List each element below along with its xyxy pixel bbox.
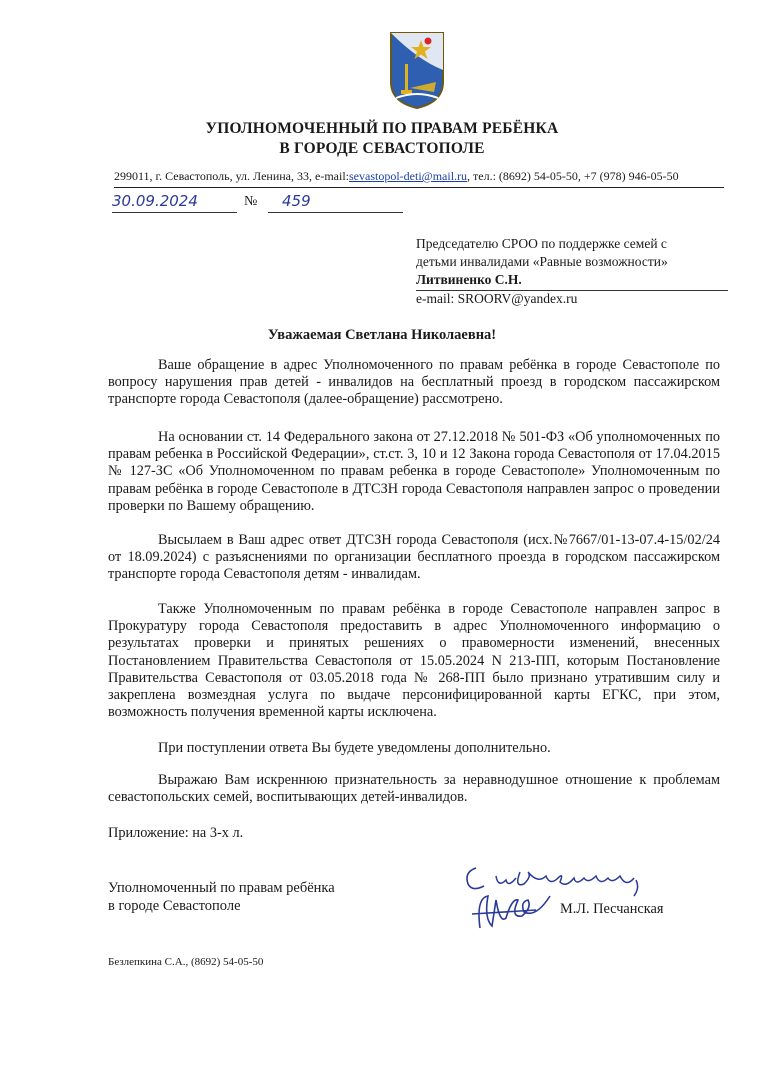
handwritten-date: 30.09.2024: [112, 192, 237, 213]
registration-number: 459: [282, 192, 311, 210]
address-line: [114, 169, 724, 188]
number-sign: №: [244, 194, 258, 209]
address-suffix: , тел.: (8692) 54-05-50, +7 (978) 946-05-50: [467, 169, 679, 183]
recipient-block: [416, 235, 721, 289]
body-paragraph-5: При поступлении ответа Вы будете уведомлены дополнительно.: [158, 740, 551, 756]
executor-contact: Безлепкина С.А., (8692) 54-05-50: [108, 956, 264, 968]
email-link[interactable]: sevastopol-deti@mail.ru: [349, 169, 468, 183]
attachment-note: Приложение: на 3-х л.: [108, 825, 244, 841]
body-paragraph-2: На основании ст. 14 Федерального закона от 27.12.2018 № 501-ФЗ «Об уполномоченных по правам ребенка в Российской Федерации», ст.ст. 3, 10 и 12 Закона города Севастополя от 17.04.2015 № 127-ЗС «Об Уполномоченном по правам ребенка в городе Севастополе» Уполномоченным по правам ребёнка в городе Севастополе в ДТСЗН города Севастополя направлен запрос о проведении проверки по Вашему обращению.: [108, 429, 720, 514]
recipient-name: Литвиненко С.Н.: [416, 272, 522, 287]
handwritten-signature: [466, 888, 556, 938]
recipient-line2: детьми инвалидами «Равные возможности»: [416, 254, 668, 269]
salutation: Уважаемая Светлана Николаевна!: [267, 327, 497, 343]
coat-of-arms-emblem: [388, 30, 446, 110]
organization-title-line2: В ГОРОДЕ СЕВАСТОПОЛЕ: [279, 140, 485, 157]
signer-name: М.Л. Песчанская: [560, 901, 664, 917]
body-paragraph-3: Высылаем в Ваш адрес ответ ДТСЗН города Севастополя (исх.№7667/01-13-07.4-15/02/24 от 18.09.2024) с разъяснениями по организации бесплатного проезда в городском пассажирском транспорте города Севастополя детям - инвалидам.: [108, 532, 720, 583]
body-paragraph-1: Ваше обращение в адрес Уполномоченного по правам ребёнка в городе Севастополе по вопросу нарушения прав детей - инвалидов на бесплатный проезд в городском пассажирском транспорте города Севастополя (далее-обращение) рассмотрено.: [108, 357, 720, 408]
body-paragraph-6: Выражаю Вам искреннюю признательность за неравнодушное отношение к проблемам севастопольских семей, воспитывающих детей-инвалидов.: [108, 772, 720, 806]
organization-title-line1: УПОЛНОМОЧЕННЫЙ ПО ПРАВАМ РЕБЁНКА: [205, 120, 559, 137]
recipient-line1: Председателю СРОО по поддержке семей с: [416, 236, 667, 251]
recipient-email: e-mail: SROORV@yandex.ru: [416, 291, 578, 306]
signer-title-line1: Уполномоченный по правам ребёнка: [108, 880, 335, 896]
address-prefix: 299011, г. Севастополь, ул. Ленина, 33, e-mail:: [114, 169, 349, 183]
signer-title-line2: в городе Севастополе: [108, 898, 241, 914]
body-paragraph-4: Также Уполномоченным по правам ребёнка в городе Севастополе направлен запрос в Прокуратуру города Севастополя предоставить в адрес Уполномоченного информацию о результатах проверки и принятых решениях о правомерности изменений, внесенных Постановлением Правительства Севастополя от 15.05.2024 N 213-ПП, которым Постановление Правительства Севастополя от 03.05.2018 года № 268-ПП было признано утратившим силу и закреплена возмездная услуга по выдаче персонифицированной карты ЕГКС, при этом, возможность получения временной карты исключена.: [108, 601, 720, 721]
handwritten-number: [268, 192, 403, 213]
